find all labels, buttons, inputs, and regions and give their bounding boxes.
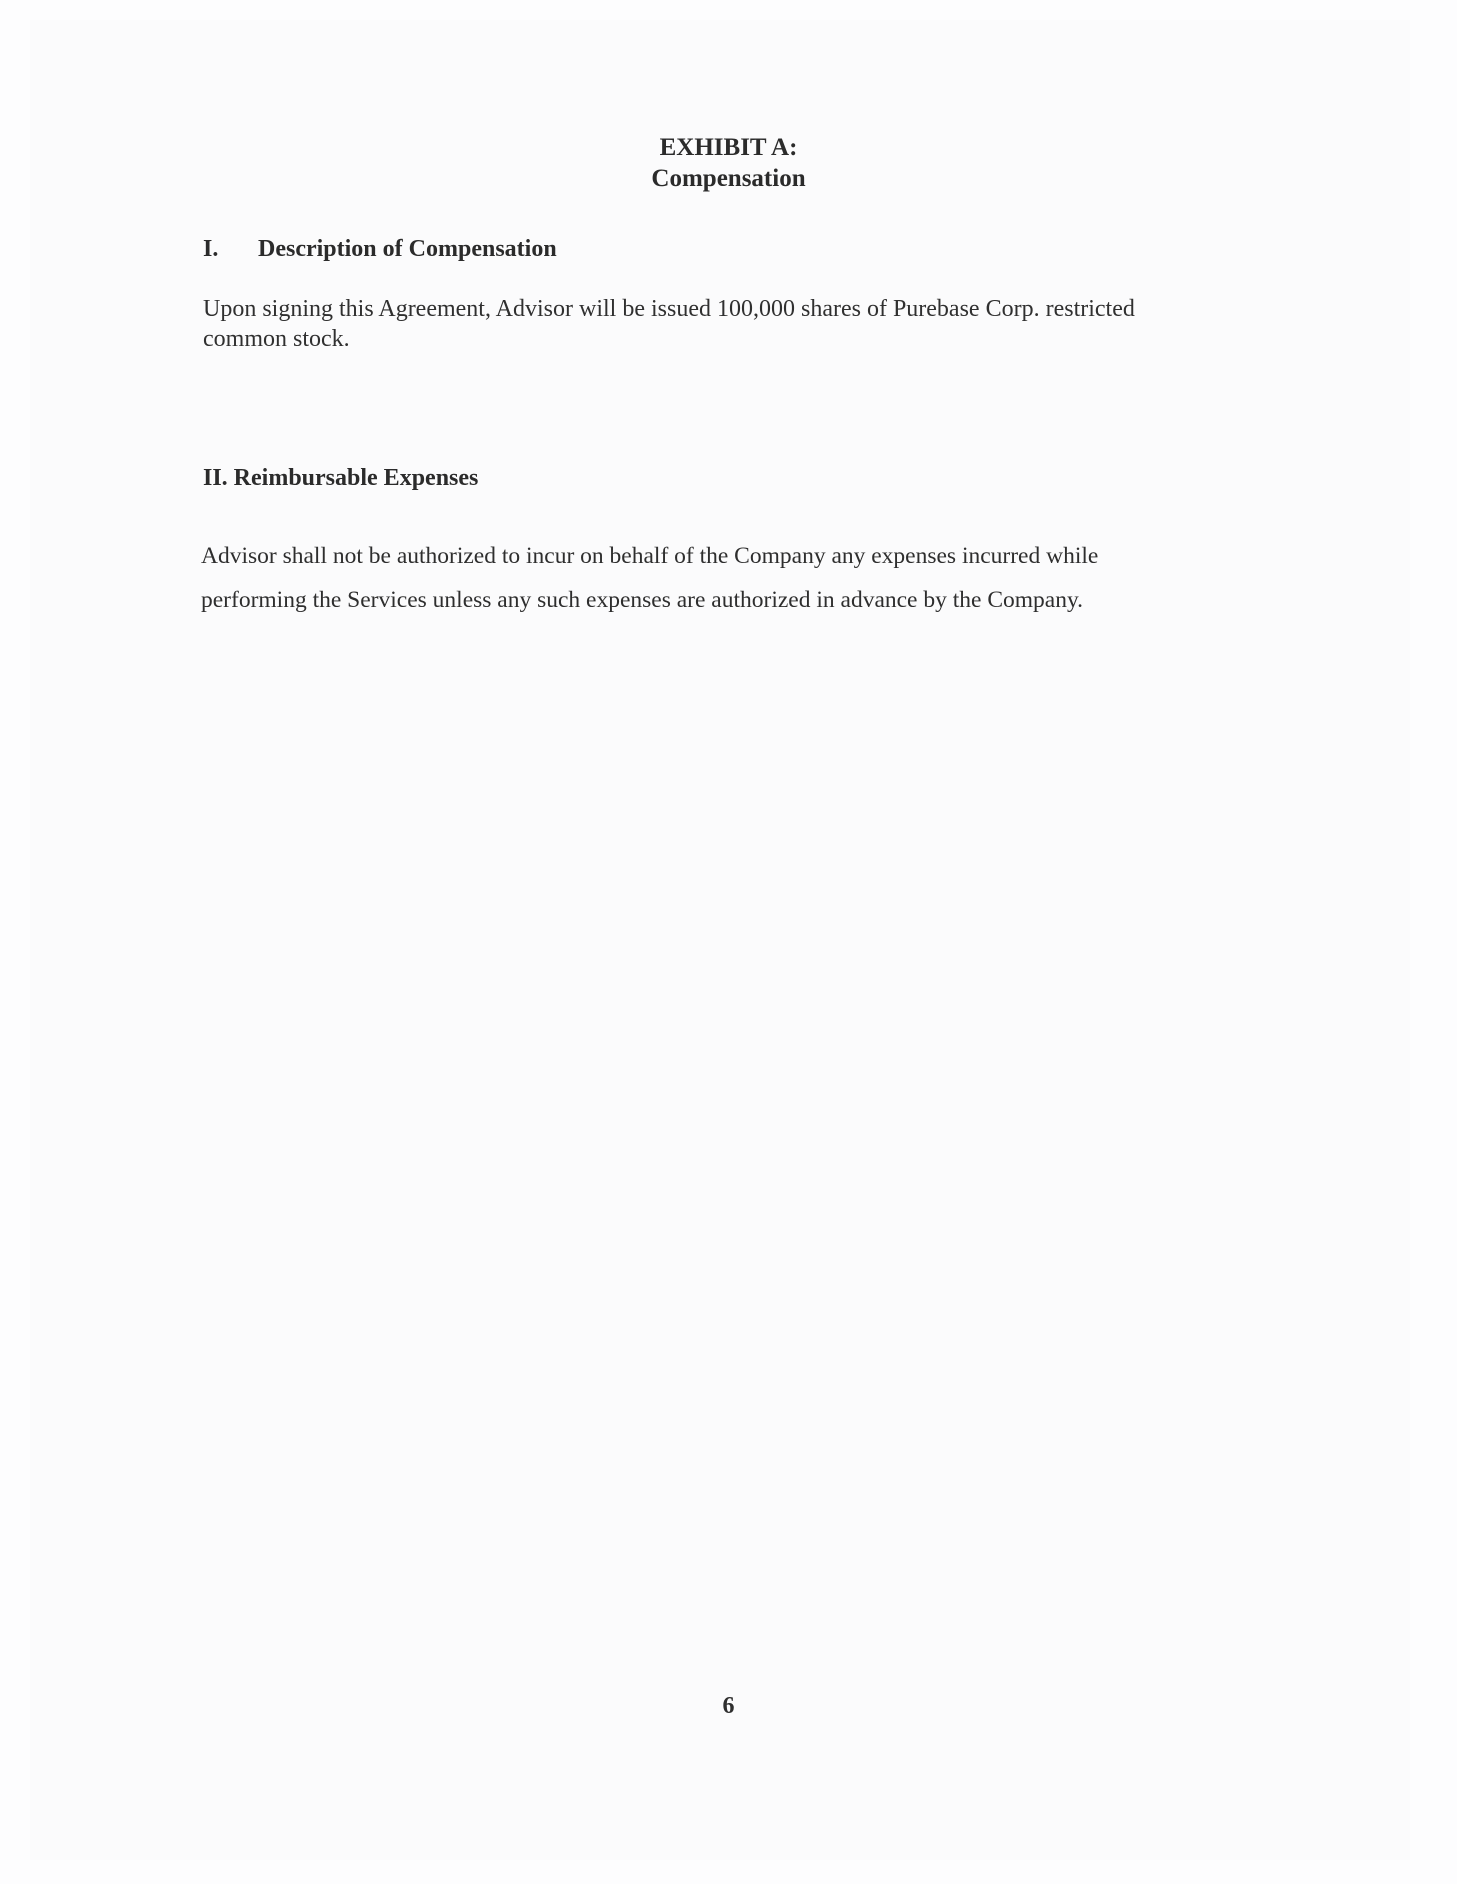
section-2-body: Advisor shall not be authorized to incur on behalf of the Company any expenses incurred while performing the Services unless any such expenses are authorized in advance by the Company. [201,543,1099,613]
page-number: 6 [722,1693,735,1719]
section-2-heading: II. Reimbursable Expenses [203,465,479,491]
section-1-number: I. [203,236,219,262]
exhibit-subtitle: Compensation [651,165,806,192]
section-1-heading-text: Description of Compensation [258,236,557,262]
section-1-body: Upon signing this Agreement, Advisor will be issued 100,000 shares of Purebase Corp. restricted common stock. [203,296,1135,352]
section-1-heading [203,236,557,263]
exhibit-title-block [0,132,1457,194]
exhibit-title: EXHIBIT A: [659,134,798,161]
